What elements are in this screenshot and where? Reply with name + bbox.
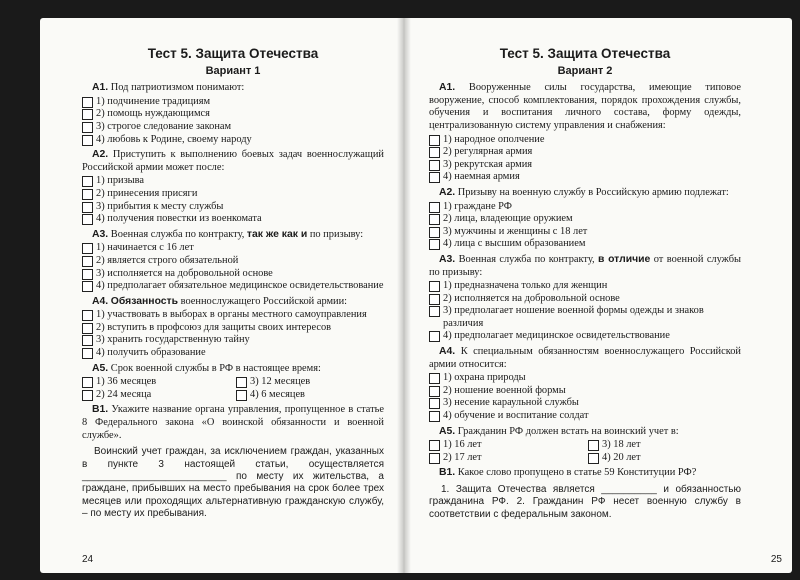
checkbox[interactable] [82, 214, 93, 225]
left-question-b1 [82, 404, 384, 520]
left-question-a4: А4. Обязанность военнослужащего Российской армии: 1) участвовать в выборах в органы местного самоуправления 2) вступить в профсоюз для защиты своих интересов 3) хранить государственную тайну 4) получить образование [82, 296, 384, 360]
answer-option[interactable]: 1) предназначена только для женщин [429, 280, 741, 293]
checkbox[interactable] [236, 390, 247, 401]
question-text: Призыву на военную службу в Российскую армию подлежат: [457, 186, 729, 198]
checkbox[interactable] [82, 335, 93, 346]
question-text: Приступить к выполнению боевых задач военнослужащий Российской армии может после: [82, 149, 384, 173]
answer-option[interactable]: 3) прибытия к месту службы [82, 201, 384, 214]
answer-option[interactable]: 1) 16 лет [429, 439, 582, 452]
checkbox[interactable] [82, 202, 93, 213]
left-question-a5 [82, 363, 384, 402]
right-question-a1 [429, 82, 741, 184]
question-number: А3. [92, 228, 109, 240]
question-number: А1. [92, 82, 109, 94]
answer-option[interactable]: 2) регулярная армия [429, 146, 741, 159]
answer-option[interactable]: 3) предполагает ношение военной формы одежды и знаков различия [429, 305, 741, 330]
answer-option[interactable]: 3) строгое следование законам [82, 121, 384, 134]
fill-in-text: 1. Защита Отечества является __________ и обязанностью гражданина РФ. 2. Гражданин РФ несет военную службу в соответствии с федеральным законом. [429, 484, 741, 520]
checkbox[interactable] [82, 281, 93, 292]
answer-option[interactable]: 4) наемная армия [429, 171, 741, 184]
answer-option[interactable]: 4) предполагает обязательное медицинское освидетельствование [82, 280, 384, 293]
checkbox[interactable] [82, 348, 93, 359]
checkbox[interactable] [82, 323, 93, 334]
checkbox[interactable] [588, 440, 599, 451]
checkbox[interactable] [429, 202, 440, 213]
checkbox[interactable] [429, 160, 440, 171]
checkbox[interactable] [429, 147, 440, 158]
checkbox[interactable] [429, 453, 440, 464]
left-title: Тест 5. Защита Отечества [147, 46, 319, 61]
answer-option[interactable]: 1) участвовать в выборах в органы местного самоуправления [82, 309, 384, 322]
answer-option[interactable]: 1) народное ополчение [429, 134, 741, 147]
checkbox[interactable] [429, 281, 440, 292]
checkbox[interactable] [82, 135, 93, 146]
answer-option[interactable]: 4) 6 месяцев [236, 389, 384, 402]
checkbox[interactable] [82, 176, 93, 187]
emphasis: в отличие [598, 253, 651, 265]
checkbox[interactable] [82, 377, 93, 388]
answer-option[interactable]: 2) является строго обязательной [82, 255, 384, 268]
answer-option[interactable]: 3) несение караульной службы [429, 397, 741, 410]
answer-option[interactable]: 2) 24 месяца [82, 389, 230, 402]
right-question-a2 [429, 187, 741, 251]
checkbox[interactable] [82, 269, 93, 280]
question-number: В1. [439, 467, 456, 479]
answer-option[interactable]: 2) вступить в профсоюз для защиты своих интересов [82, 322, 384, 335]
question-number: А4. [439, 346, 456, 358]
answer-option[interactable]: 2) 17 лет [429, 452, 582, 465]
answer-option[interactable]: 4) 20 лет [588, 452, 741, 465]
question-number: В1. [92, 404, 109, 416]
left-page-number: 24 [82, 554, 94, 565]
checkbox[interactable] [82, 256, 93, 267]
checkbox[interactable] [429, 411, 440, 422]
answer-option[interactable]: 1) начинается с 16 лет [82, 242, 384, 255]
question-number: А5. [92, 362, 109, 374]
question-number: А5. [439, 425, 456, 437]
question-text: К специальным обязанностям военнослужащего Российской армии относится: [429, 346, 741, 370]
question-text: Под патриотизмом понимают: [110, 82, 245, 94]
left-variant: Вариант 1 [205, 64, 261, 77]
checkbox[interactable] [82, 243, 93, 254]
emphasis: Обязанность [110, 295, 179, 307]
answer-option[interactable]: 2) лица, владеющие оружием [429, 213, 741, 226]
question-number: А2. [92, 149, 109, 161]
question-text: Вооруженные силы государства, имеющие типовое вооружение, способ комплектования, порядок прохождения службы, обучения и воспитания личного состава, форму одежды, централизованную систему управления и снабжения: [429, 82, 741, 131]
answer-option[interactable]: 3) 18 лет [588, 439, 741, 452]
right-question-a3: А3. Военная служба по контракту, в отличие от военной службы по призыву: 1) предназначена только для женщин 2) исполняется на добровольной основе 3) предполагает ношение военной формы одежды и знаков различия 4) предполагает медицинское освидетельствование [429, 253, 741, 342]
answer-option[interactable]: 2) ношение военной формы [429, 385, 741, 398]
checkbox[interactable] [429, 294, 440, 305]
right-question-a5 [429, 426, 741, 465]
answer-option[interactable]: 3) исполняется на добровольной основе [82, 268, 384, 281]
question-text: Какое слово пропущено в статье 59 Конституции РФ? [457, 467, 697, 479]
checkbox[interactable] [82, 390, 93, 401]
answer-option[interactable]: 4) обучение и воспитание солдат [429, 410, 741, 423]
answer-option[interactable]: 3) мужчины и женщины с 18 лет [429, 226, 741, 239]
question-number: А2. [439, 186, 456, 198]
left-question-a3: А3. Военная служба по контракту, так же как и по призыву: 1) начинается с 16 лет 2) является строго обязательной 3) исполняется на добровольной основе 4) предполагает обязательное медицинское освидетельствование [82, 229, 384, 293]
checkbox[interactable] [429, 398, 440, 409]
answer-option[interactable]: 4) любовь к Родине, своему народу [82, 134, 384, 147]
answer-option[interactable]: 2) исполняется на добровольной основе [429, 293, 741, 306]
left-question-a1 [82, 82, 384, 146]
checkbox[interactable] [236, 377, 247, 388]
right-title: Тест 5. Защита Отечества [499, 46, 671, 61]
checkbox[interactable] [429, 386, 440, 397]
checkbox[interactable] [429, 239, 440, 250]
answer-option[interactable]: 1) граждане РФ [429, 201, 741, 214]
checkbox[interactable] [429, 214, 440, 225]
question-text: Гражданин РФ должен встать на воинский учет в: [457, 425, 679, 437]
answer-option[interactable]: 3) 12 месяцев [236, 376, 384, 389]
checkbox[interactable] [429, 373, 440, 384]
answer-option[interactable]: 4) получить образование [82, 347, 384, 360]
left-page [82, 48, 384, 521]
answer-option[interactable]: 1) подчинение традициям [82, 96, 384, 109]
answer-option[interactable]: 4) предполагает медицинское освидетельствование [429, 330, 741, 343]
checkbox[interactable] [82, 189, 93, 200]
answer-option[interactable]: 4) получения повестки из военкомата [82, 213, 384, 226]
checkbox[interactable] [82, 310, 93, 321]
emphasis: так же как и [246, 228, 308, 240]
book-spread [40, 18, 792, 573]
checkbox[interactable] [429, 331, 440, 342]
question-number: А1. [439, 82, 456, 94]
left-question-a2 [82, 149, 384, 226]
checkbox[interactable] [429, 135, 440, 146]
right-page-number: 25 [770, 554, 782, 565]
right-page [429, 48, 741, 521]
answer-option[interactable]: 3) хранить государственную тайну [82, 334, 384, 347]
checkbox[interactable] [429, 172, 440, 183]
answer-option[interactable]: 1) охрана природы [429, 372, 741, 385]
answer-option[interactable]: 1) 36 месяцев [82, 376, 230, 389]
checkbox[interactable] [82, 97, 93, 108]
checkbox[interactable] [82, 122, 93, 133]
right-question-a4 [429, 346, 741, 423]
checkbox[interactable] [82, 109, 93, 120]
checkbox[interactable] [429, 440, 440, 451]
checkbox[interactable] [429, 306, 440, 317]
checkbox[interactable] [588, 453, 599, 464]
question-text: Укажите название органа управления, пропущенное в статье 8 Федерального закона «О воинской обязанности и военной службе». [82, 404, 384, 441]
answer-option[interactable]: 2) помощь нуждающимся [82, 108, 384, 121]
answer-option[interactable]: 4) лица с высшим образованием [429, 238, 741, 251]
question-text: Срок военной службы в РФ в настоящее время: [110, 362, 321, 374]
answer-option[interactable]: 3) рекрутская армия [429, 159, 741, 172]
book-gutter [397, 18, 411, 573]
answer-option[interactable]: 2) принесения присяги [82, 188, 384, 201]
right-variant: Вариант 2 [557, 64, 613, 77]
question-number: А4. [92, 295, 109, 307]
question-number: А3. [439, 253, 456, 265]
fill-in-text: Воинский учет граждан, за исключением граждан, указанных в пункте 3 настоящей статьи, осуществляется __________________________ по месту их жительства, а граждане, прибывших на место пребывания на срок более трех месяцев или проходящих альтернативную гражданскую службу, – по месту их пребывания. [82, 446, 384, 520]
checkbox[interactable] [429, 227, 440, 238]
right-question-b1 [429, 467, 741, 521]
answer-option[interactable]: 1) призыва [82, 175, 384, 188]
